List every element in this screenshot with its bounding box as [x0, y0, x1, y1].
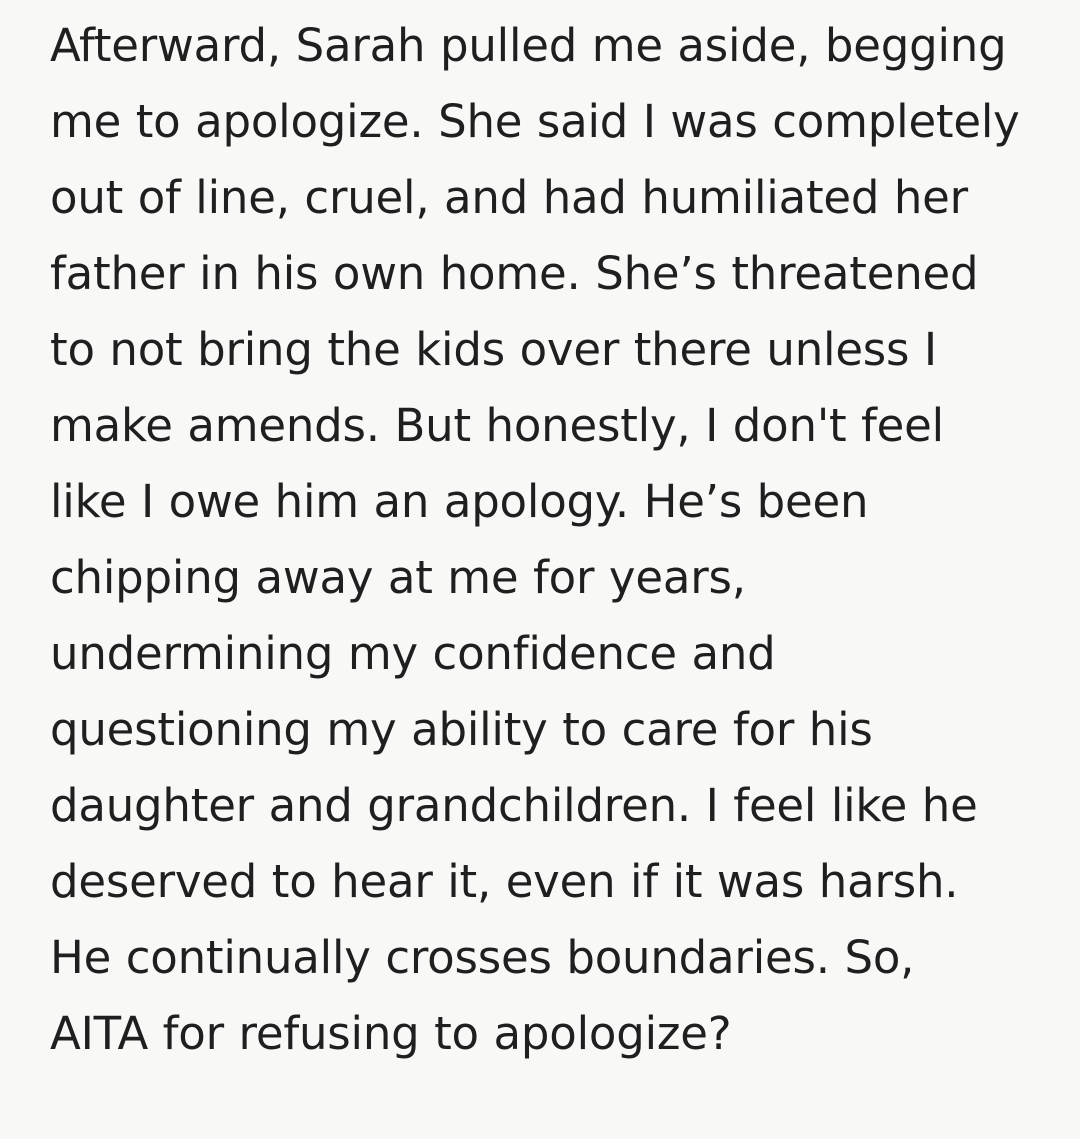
story-body-text: Afterward, Sarah pulled me aside, begging me to apologize. She said I was completely out of line, cruel, and had humiliated her father in his own home. She’s threatened to not bring the kids over there unless I make amends. But honestly, I don't feel like I owe him an apology. He’s been chipping away at me for years, undermining my confidence and questioning my ability to care for his daughter and grandchildren. I feel like he deserved to hear it, even if it was harsh. He continually crosses boundaries. So, AITA for refusing to apologize? — [50, 19, 1035, 1060]
